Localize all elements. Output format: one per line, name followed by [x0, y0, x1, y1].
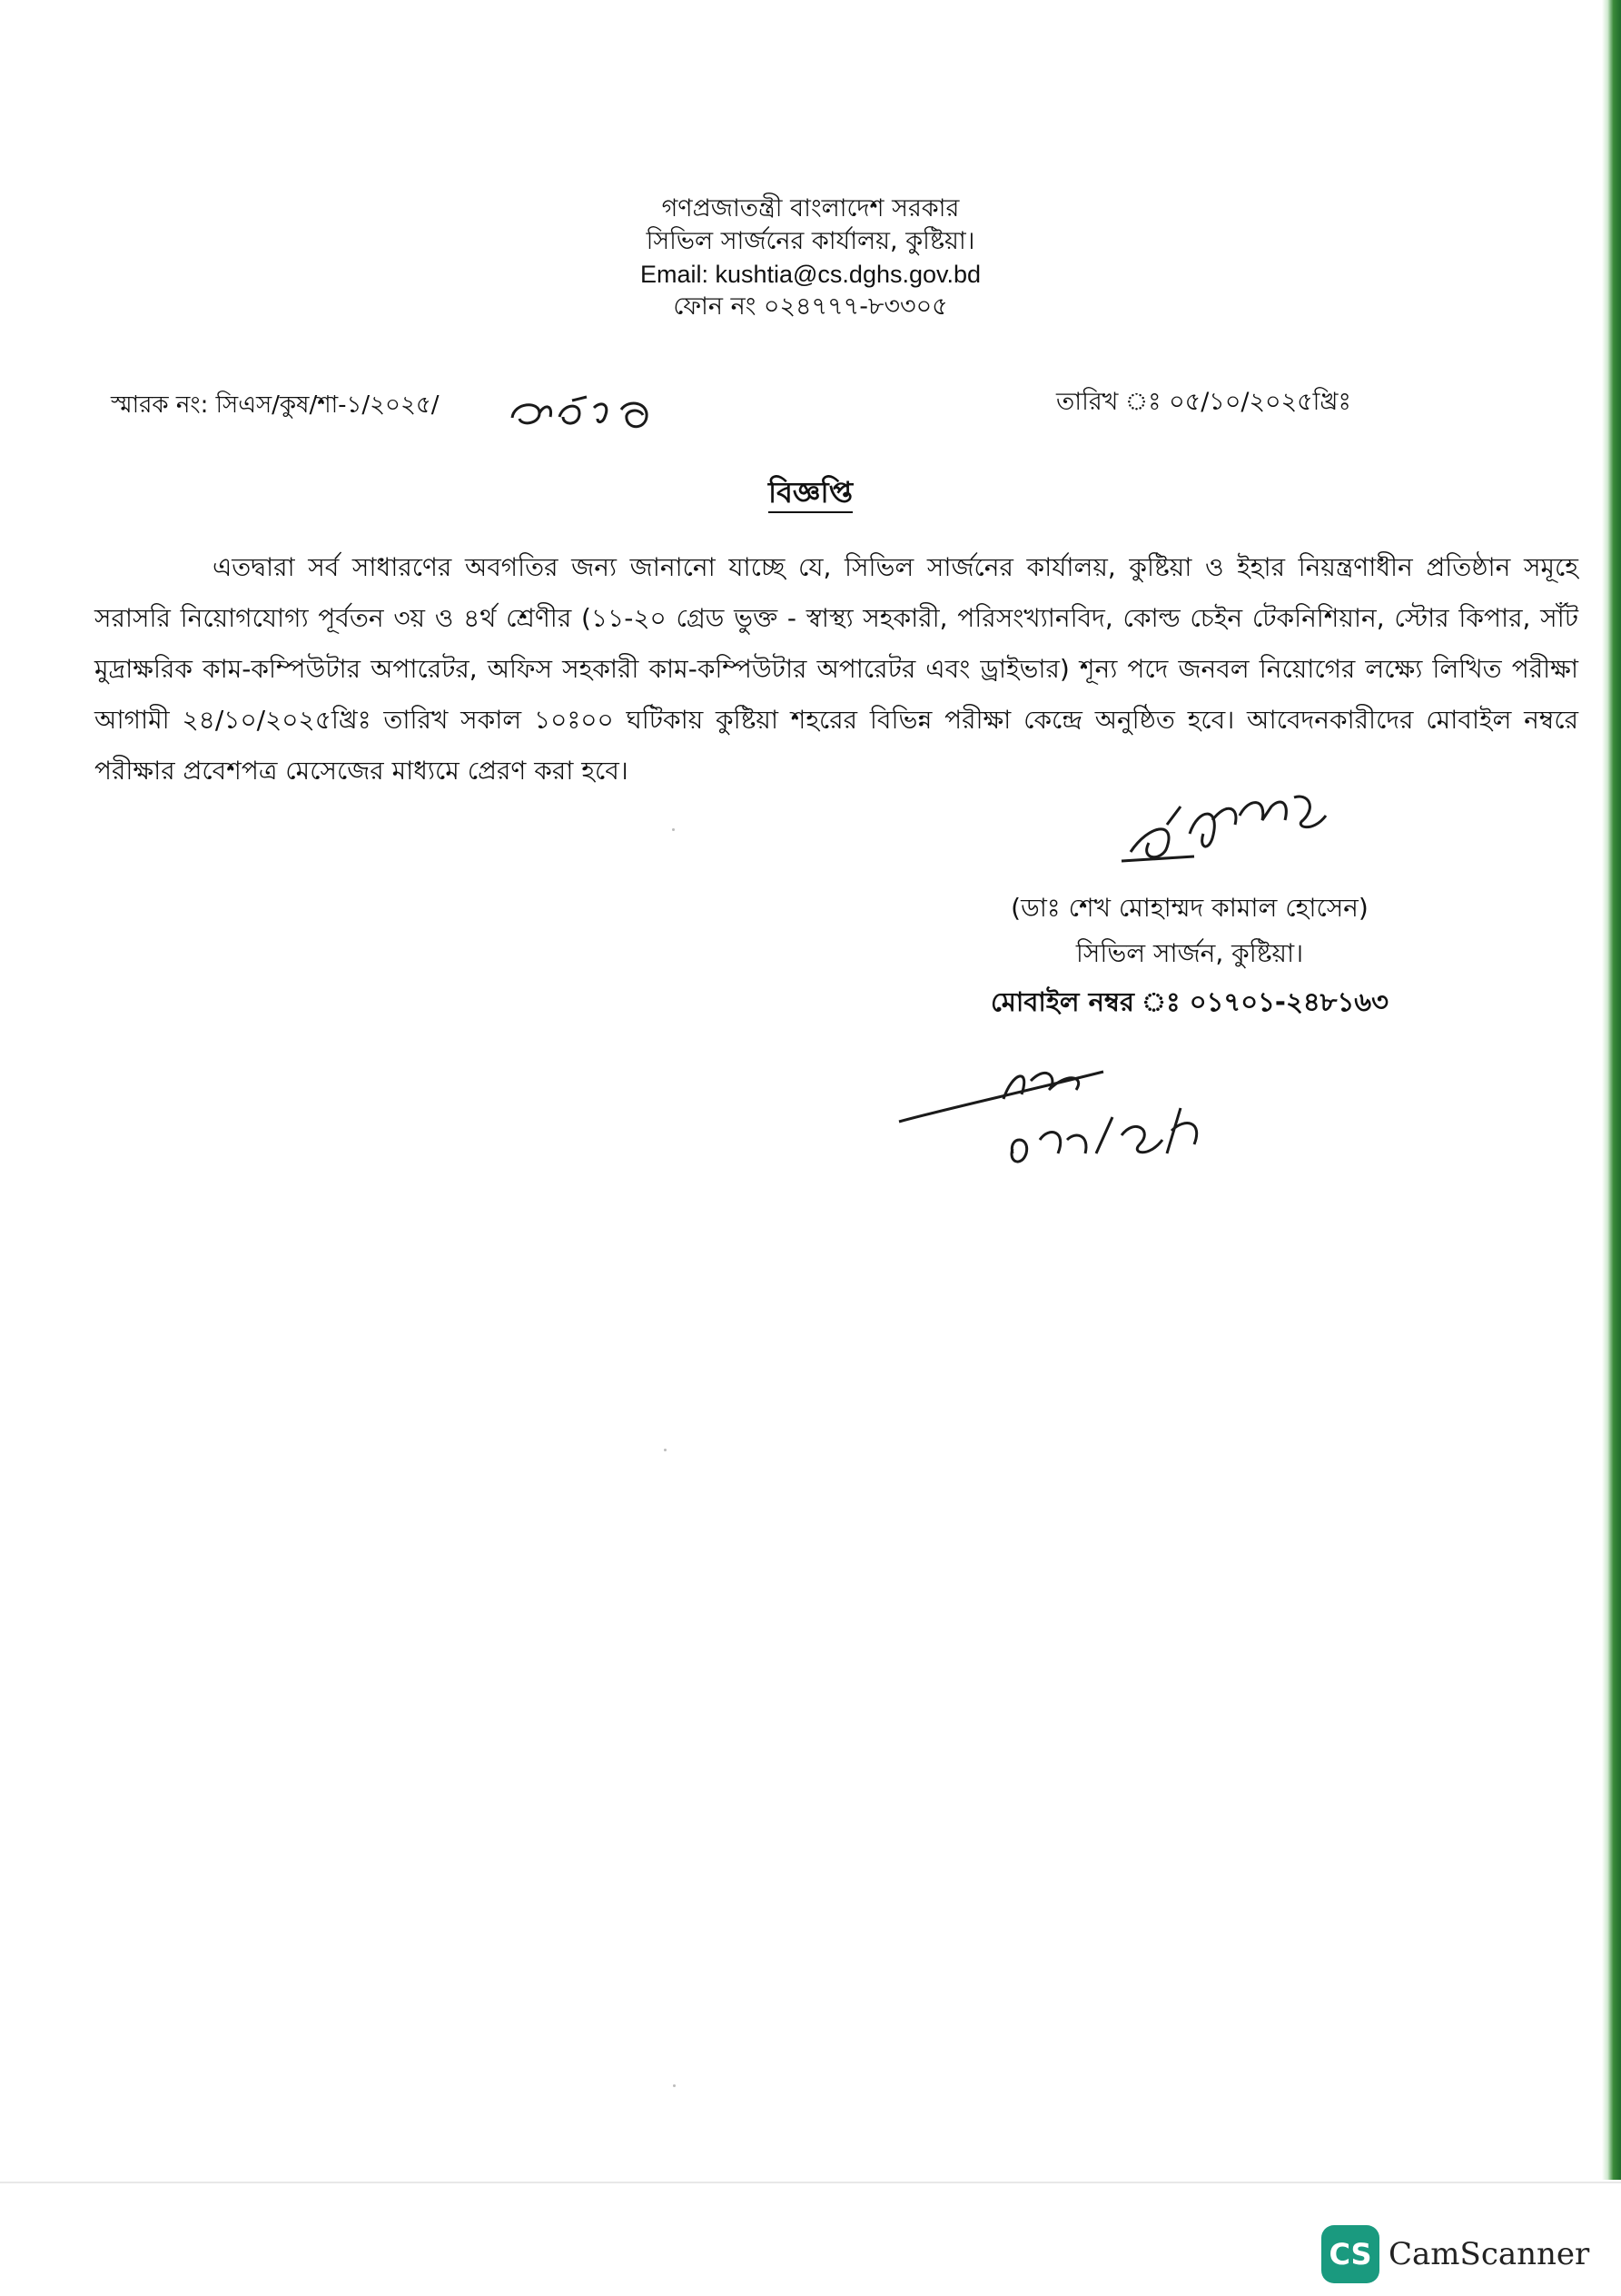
camscanner-watermark: [1321, 2225, 1589, 2283]
notice-body-text: এতদ্বারা সর্ব সাধারণের অবগতির জন্য জানানো যাচ্ছে যে, সিভিল সার্জনের কার্যালয়, কুষ্টিয়া ও ইহার নিয়ন্ত্রণাধীন প্রতিষ্ঠান সমূহে সরাসরি নিয়োগযোগ্য পূর্বতন ৩য় ও ৪র্থ শ্রেণীর (১১-২০ গ্রেড ভুক্ত - স্বাস্থ্য সহকারী, পরিসংখ্যানবিদ, কোল্ড চেইন টেকনিশিয়ান, স্টোর কিপার, সাঁট মুদ্রাক্ষরিক কাম-কম্পিউটার অপারেটর, অফিস সহকারী কাম-কম্পিউটার অপারেটর এবং ড্রাইভার) শূন্য পদে জনবল নিয়োগের লক্ষ্যে লিখিত পরীক্ষা আগামী ২৪/১০/২০২৫খ্রিঃ তারিখ সকাল ১০ঃ০০ ঘটিকায় কুষ্টিয়া শহরের বিভিন্ন পরীক্ষা কেন্দ্রে অনুষ্ঠিত হবে। আবেদনকারীদের মোবাইল নম্বরে পরীক্ষার প্রবেশপত্র মেসেজের মাধ্যমে প্রেরণ করা হবে।: [94, 552, 1578, 786]
notice-title-text: বিজ্ঞপ্তি: [768, 475, 853, 513]
signatory-mobile: মোবাইল নম্বর ঃ ০১৭০১-২৪৮১৬৩: [991, 986, 1389, 1017]
officer-signature: [1112, 770, 1349, 879]
signatory-designation: সিভিল সার্জন, কুষ্টিয়া।: [1075, 938, 1304, 968]
handwritten-initial-and-date: [895, 1054, 1240, 1181]
camscanner-label: CamScanner: [1389, 2236, 1590, 2272]
office-email: Email: kushtia@cs.dghs.gov.bd: [639, 261, 982, 288]
government-name: গণপ্রজাতন্ত্রী বাংলাদেশ সরকার: [661, 194, 960, 223]
speck: [673, 2084, 676, 2087]
memo-prefix: স্মারক নং: সিএস/কুষ/শা-১/২০২৫/: [111, 391, 440, 419]
issue-date: তারিখ ঃ ০৫/১০/২০২৫খ্রিঃ: [1056, 388, 1351, 416]
notice-body: [94, 542, 1578, 797]
speck: [672, 828, 675, 831]
camscanner-icon: CS: [1321, 2225, 1379, 2283]
signatory-block: [954, 886, 1426, 1027]
office-name: সিভিল সার্জনের কার্যালয়, কুষ্টিয়া।: [646, 227, 975, 255]
letterhead: [0, 193, 1621, 323]
office-phone: ফোন নং ০২৪৭৭৭-৮৩৩০৫: [673, 292, 948, 321]
speck: [664, 1449, 667, 1451]
memo-reference: [111, 386, 440, 426]
notice-title: [0, 470, 1621, 519]
handwritten-memo-number: [503, 386, 676, 440]
signatory-name: (ডাঃ শেখ মোহাম্মদ কামাল হোসেন): [1011, 893, 1369, 923]
page-edge-right: [1602, 0, 1621, 2180]
